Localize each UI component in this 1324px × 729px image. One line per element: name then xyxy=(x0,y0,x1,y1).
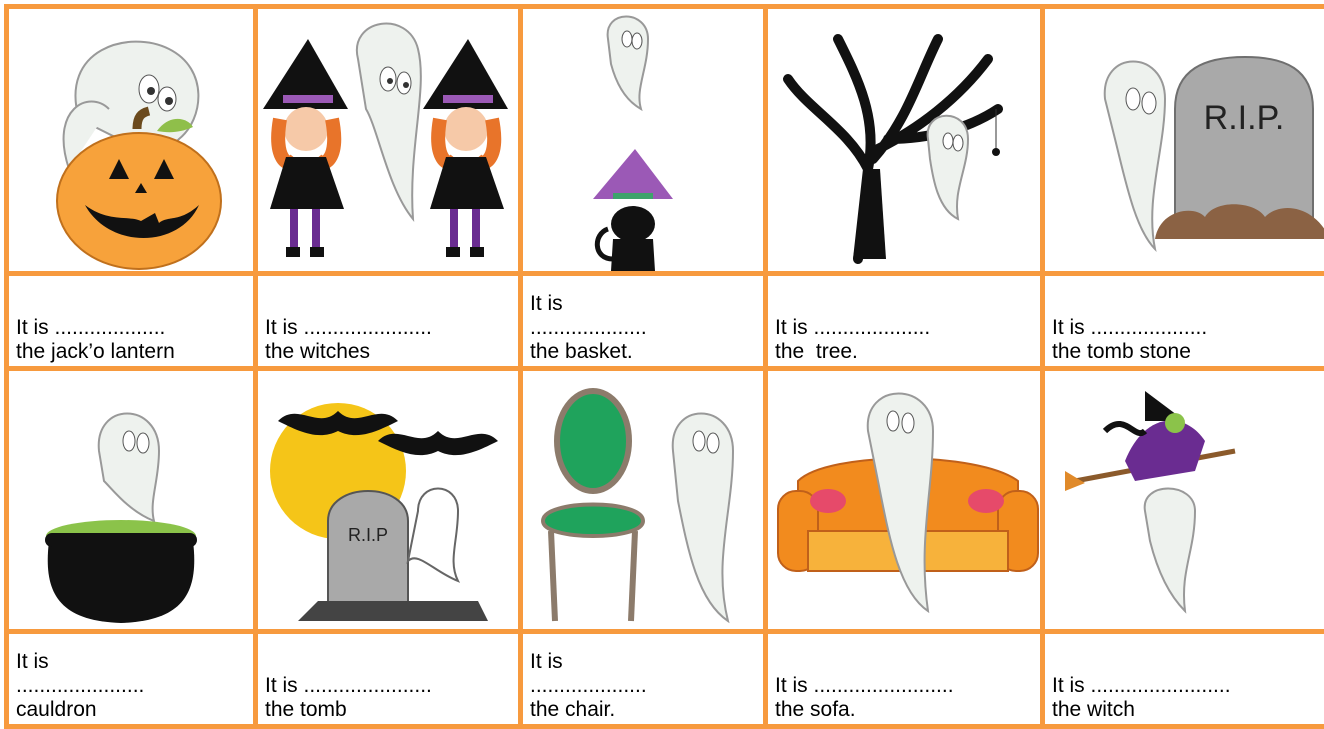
answer-cell-chair[interactable] xyxy=(523,634,763,724)
answer-line: ...................... xyxy=(16,674,145,697)
answer-cell-tomb-stone[interactable] xyxy=(1045,276,1324,366)
answer-line: It is ........................ xyxy=(775,674,954,697)
object-label: the chair. xyxy=(530,698,616,721)
object-label: the tomb stone xyxy=(1052,340,1191,363)
object-label: the basket. xyxy=(530,340,633,363)
answer-prefix: It is xyxy=(530,292,563,315)
answer-cell-witches[interactable] xyxy=(258,276,518,366)
chair-icon xyxy=(523,371,763,629)
tombstone-label: R.I.P. xyxy=(1203,99,1285,137)
moon-icon xyxy=(258,371,518,629)
ghost-icon xyxy=(357,24,421,219)
jack-o-lantern-icon xyxy=(9,9,253,271)
cauldron-icon xyxy=(9,371,253,629)
answer-cell-basket[interactable] xyxy=(523,276,763,366)
ghost-icon xyxy=(1105,62,1165,250)
sofa-icon xyxy=(768,371,1040,629)
picture-witches-ghost xyxy=(258,9,518,271)
answer-cell-tomb[interactable] xyxy=(258,634,518,724)
answer-prefix: It is xyxy=(16,650,49,673)
object-label: the witches xyxy=(265,340,371,363)
picture-tombstone-ghost xyxy=(1045,9,1324,271)
answer-line: It is ...................... xyxy=(265,674,432,697)
picture-cauldron-ghost xyxy=(9,371,253,629)
answer-line: .................... xyxy=(530,316,647,339)
answer-cell-tree[interactable] xyxy=(768,276,1040,366)
answer-line: .................... xyxy=(530,674,647,697)
answer-cell-witch[interactable] xyxy=(1045,634,1324,724)
picture-sofa-ghost xyxy=(768,371,1040,629)
object-label: the witch xyxy=(1052,698,1135,721)
ghost-icon xyxy=(928,116,968,219)
picture-chair-ghost xyxy=(523,371,763,629)
ghost-icon xyxy=(408,489,458,582)
tomb-label: R.I.P xyxy=(347,525,389,545)
object-label: the jack’o lantern xyxy=(16,340,175,363)
tombstone-icon xyxy=(1045,9,1324,271)
answer-line: It is ........................ xyxy=(1052,674,1231,697)
answer-line: It is ...................... xyxy=(265,316,432,339)
object-label: cauldron xyxy=(16,698,97,721)
flying-witch-icon xyxy=(1045,371,1324,629)
worksheet-grid xyxy=(4,4,1324,729)
picture-ghost-cat xyxy=(523,9,763,271)
witch-icon xyxy=(258,9,518,271)
picture-flying-witch-ghost xyxy=(1045,371,1324,629)
tree-icon xyxy=(768,9,1040,271)
object-label: the tree. xyxy=(775,340,858,363)
picture-pumpkin-ghost xyxy=(9,9,253,271)
ghost-icon xyxy=(608,17,648,110)
object-label: the sofa. xyxy=(775,698,856,721)
answer-prefix: It is xyxy=(530,650,563,673)
answer-cell-cauldron[interactable] xyxy=(9,634,253,724)
picture-tomb-bats xyxy=(258,371,518,629)
ghost-icon xyxy=(99,414,159,522)
answer-line: It is ................... xyxy=(16,316,166,339)
ghost-icon xyxy=(1145,489,1195,612)
picture-tree-ghost xyxy=(768,9,1040,271)
object-label: the tomb xyxy=(265,698,347,721)
cat-icon xyxy=(523,9,763,271)
answer-line: It is .................... xyxy=(1052,316,1208,339)
answer-cell-jack-o-lantern[interactable] xyxy=(9,276,253,366)
ghost-icon xyxy=(673,414,733,622)
answer-line: It is .................... xyxy=(775,316,931,339)
answer-cell-sofa[interactable] xyxy=(768,634,1040,724)
